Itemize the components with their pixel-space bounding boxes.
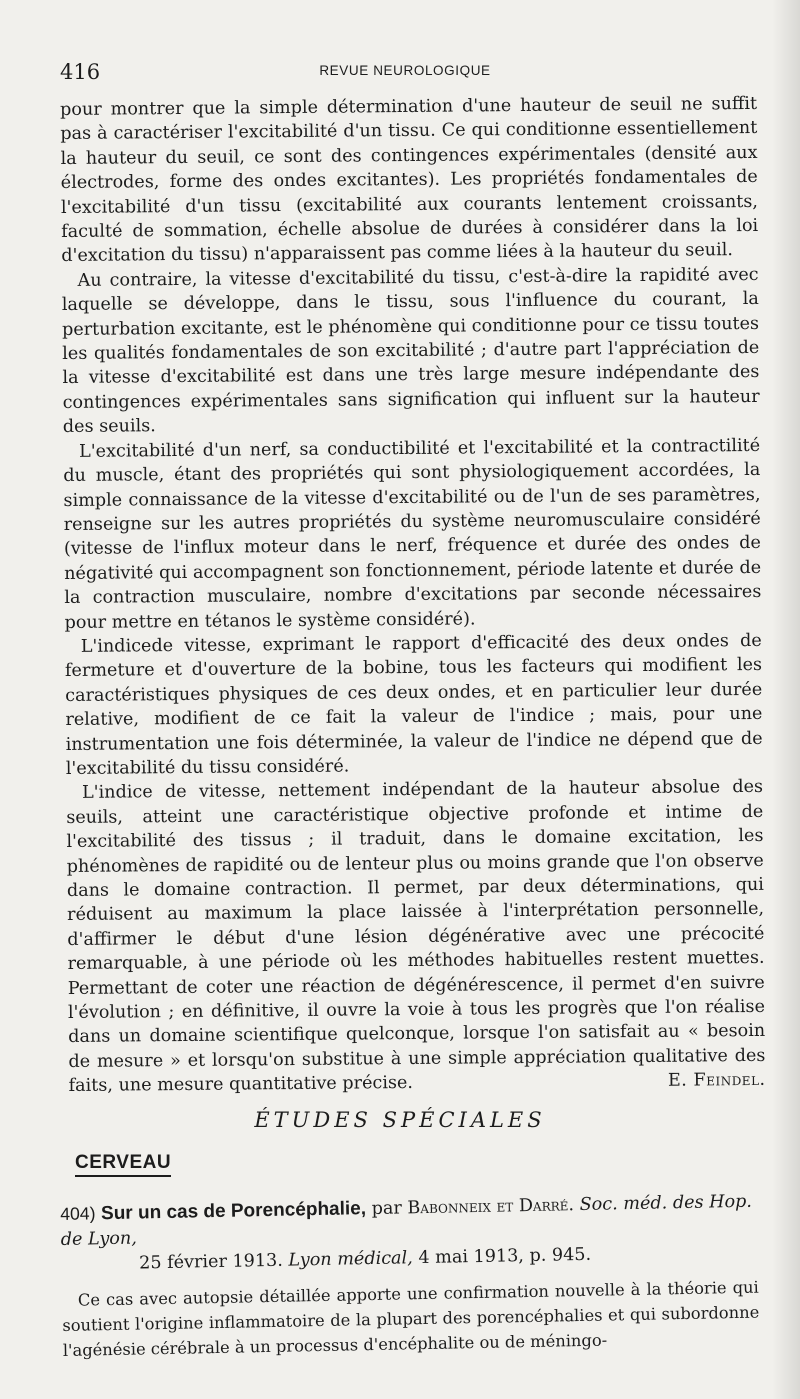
abstract-society: Soc. méd. des Hop. de Lyon, (60, 1191, 753, 1250)
section-heading: ÉTUDES SPÉCIALES (254, 1108, 546, 1132)
journal-title: REVUE NEUROLOGIQUE (319, 63, 491, 78)
abstract-by: par (371, 1198, 403, 1220)
abstract-date: 25 février 1913. (139, 1250, 284, 1274)
abstract-title: Sur un cas de Porencéphalie, (100, 1198, 367, 1225)
abstract-authors: Babonneix et Darré. (407, 1195, 575, 1219)
abstract-journal: Lyon médical, (288, 1248, 413, 1271)
paragraph-5: L'indice de vitesse, nettement indépendant de la hauteur absolue des seuils, atteint une caractéristique objective profonde et intime de l'excitabilité des tissus ; il traduit, dans le domaine excitation, les phénomènes de rapidité ou de lenteur plus ou moins grande que l'on observe dans le domaine contraction. Il permet, par deux déterminations, qui réduisent au maximum la place laissée à l'interprétation personnelle, d'affirmer le début d'une lésion dégénérative avec une précocité remarquable, à une période où les méthodes habituelles restent muettes. Permettant de coter une réaction de dégénérescence, il permet d'en suivre l'évolution ; en définitive, il ouvre la voie à tous les progrès que l'on réalise dans un domaine scientifique quelconque, lorsque l'on satisfait au « besoin de mesure » et lorsqu'on substitue à une simple appréciation qualitative des faits, une mesure quantitative précise. (66, 777, 766, 1097)
subsection-heading: CERVEAU (75, 1152, 171, 1177)
abstract-pages: 4 mai 1913, p. 945. (418, 1244, 592, 1269)
author-signature: E. Feindel. (667, 1070, 766, 1091)
abstract-entry (60, 1189, 760, 1363)
paragraph-1: pour montrer que la simple détermination d'une hauteur de seuil ne suffit pas à caractériser l'excitabilité d'un tissu. Ce qui conditionne essentiellement la hauteur du seuil, ce sont des contingences expérimentales (densité aux électrodes, forme des ondes excitantes). Les propriétés fondamentales de l'excitabilité d'un tissu (excitabilité aux courants lentement croissants, faculté de sommation, échelle absolue de durées à considérer dans la loi d'excitation du tissu) n'apparaissent pas comme liées à la hauteur du seuil. (60, 93, 759, 267)
article-body (60, 92, 766, 1099)
paragraph-4: L'indicede vitesse, exprimant le rapport d'efficacité des deux ondes de fermeture et d'ouverture de la bobine, tous les facteurs qui modifient les caractéristiques physiques de ces deux ondes, et en particulier leur durée relative, modifient de ce fait la valeur de l'indice ; mais, pour une instrumentation une fois déterminée, la valeur de l'indice ne dépend que de l'excitabilité du tissu considéré. (64, 630, 763, 779)
abstract-number: 404) (60, 1203, 96, 1224)
page-number: 416 (60, 60, 101, 84)
abstract-body: Ce cas avec autopsie détaillée apporte une confirmation nouvelle à la théorie qui soutient l'origine inflammatoire de la plupart des porencéphalies et qui subordonne l'agénésie cérébrale à un processus d'encéphalite ou de méningo- (62, 1277, 760, 1360)
paragraph-3: L'excitabilité d'un nerf, sa conductibilité et l'excitabilité et la contractilité du muscle, étant des propriétés qui sont physiologiquement accordées, la simple connaissance de la vitesse d'excitabilité ou de l'un de ses paramètres, renseigne sur les autres propriétés du système neuromusculaire considéré (vitesse de l'influx moteur dans le nerf, fréquence et durée des ondes de négativité qui accompagnent son fonctionnement, période latente et durée de la contraction musculaire, nombre d'excitations par seconde nécessaires pour mettre en tétanos le système considéré). (63, 435, 762, 633)
paragraph-5-block (66, 775, 766, 1098)
paragraph-2: Au contraire, la vitesse d'excitabilité du tissu, c'est-à-dire la rapidité avec laquelle se développe, dans le tissu, sous l'influence du courant, la perturbation excitante, est le phénomène qui conditionne pour ce tissu toutes les qualités fondamentales de son excitabilité ; d'autre part l'appréciation de la vitesse d'excitabilité est dans une très large mesure indépendante des contingences expérimentales sans signification qui influent sur la hauteur des seuils. (61, 264, 760, 438)
running-head (60, 60, 750, 86)
